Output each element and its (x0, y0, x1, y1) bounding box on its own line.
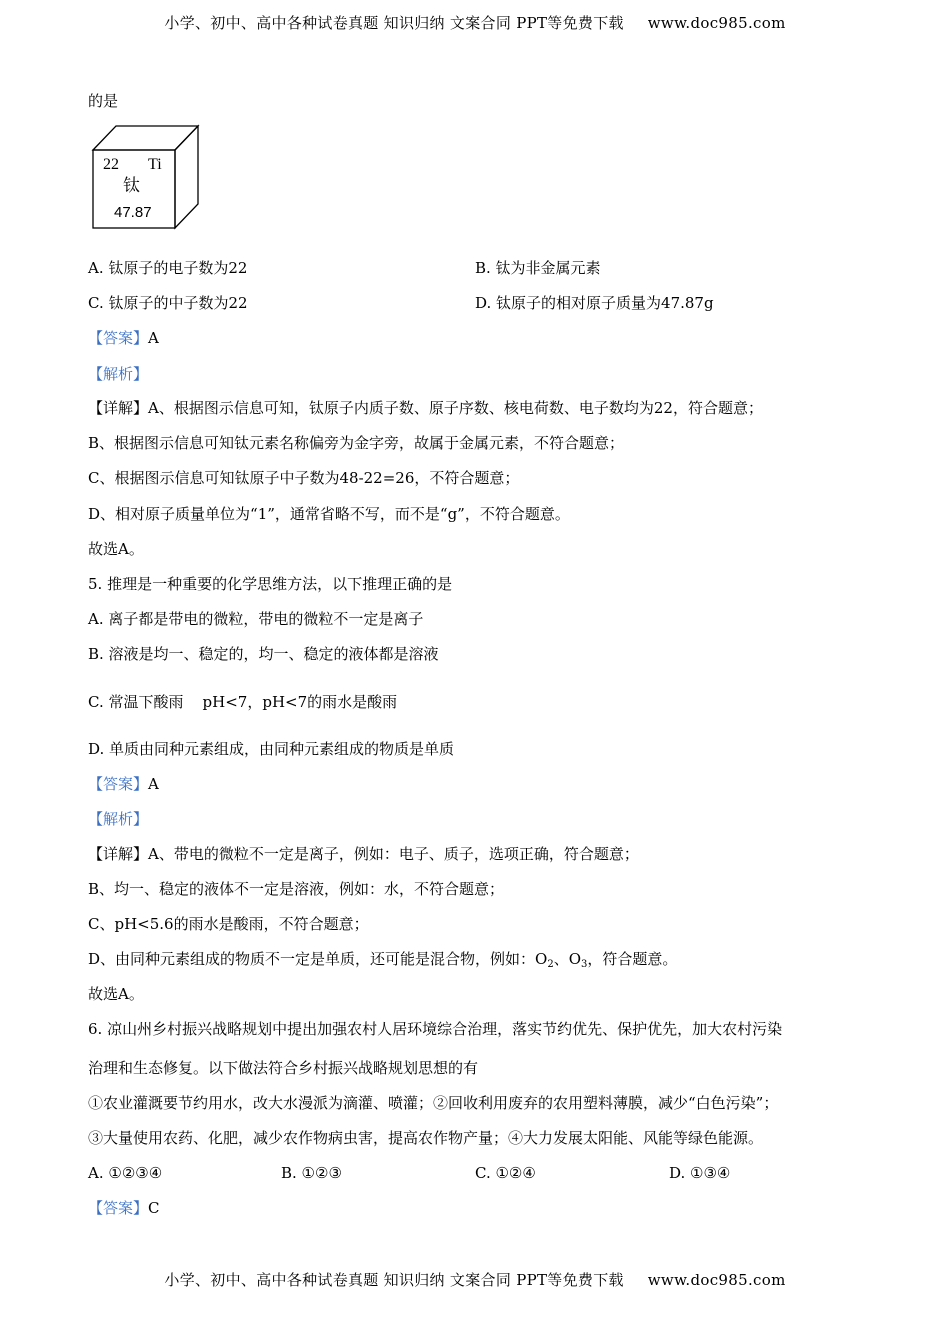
detail-tag: 【详解】 (88, 399, 149, 417)
q6-option-d: D. ①③④ (669, 1164, 731, 1182)
answer-value: A (148, 775, 159, 793)
q6-answer (88, 1198, 160, 1218)
detail-d-pre: D、由同种元素组成的物质不一定是单质，还可能是混合物，例如：O (88, 950, 548, 968)
answer-tag: 【答案】 (88, 329, 149, 347)
detail-a-text: A、根据图示信息可知，钛原子内质子数、原子序数、核电荷数、电子数均为22，符合题意； (148, 399, 763, 417)
detail-d-post: ，符合题意。 (587, 950, 678, 968)
subscript: 2 (547, 959, 554, 970)
subscript: 3 (581, 959, 588, 970)
q4-detail-b: B、根据图示信息可知钛元素名称偏旁为金字旁，故属于金属元素，不符合题意； (88, 434, 625, 452)
q4-stem-tail: 的是 (88, 92, 119, 110)
detail-tag: 【详解】 (88, 845, 149, 863)
answer-value: A (148, 329, 159, 347)
q4-option-c: C. 钛原子的中子数为22 (88, 294, 248, 312)
page-header (0, 12, 950, 33)
element-number: 22 (103, 156, 119, 173)
q5-option-b: B. 溶液是均一、稳定的，均一、稳定的液体都是溶液 (88, 645, 439, 663)
answer-tag: 【答案】 (88, 775, 149, 793)
q5-detail-b: B、均一、稳定的液体不一定是溶液，例如：水，不符合题意； (88, 880, 505, 898)
q5-option-a: A. 离子都是带电的微粒，带电的微粒不一定是离子 (88, 610, 424, 628)
footer-text: 小学、初中、高中各种试卷真题 知识归纳 文案合同 PPT等免费下载 (164, 1271, 624, 1289)
q5-conclusion: 故选A。 (88, 985, 144, 1003)
q5-analysis-tag: 【解析】 (88, 810, 149, 828)
detail-a-text: A、带电的微粒不一定是离子，例如：电子、质子，选项正确，符合题意； (148, 845, 639, 863)
q4-option-a: A. 钛原子的电子数为22 (88, 259, 248, 277)
q6-option-b: B. ①②③ (281, 1164, 342, 1182)
detail-d-mid: 、O (553, 950, 582, 968)
q5-option-c: C. 常温下酸雨 pH<7，pH<7的雨水是酸雨 (88, 693, 398, 711)
titanium-element-card (90, 124, 202, 230)
q6-option-a: A. ①②③④ (88, 1164, 163, 1182)
q5-detail-c: C、pH<5.6的雨水是酸雨，不符合题意； (88, 915, 369, 933)
q5-answer (88, 774, 159, 794)
element-mass: 47.87 (114, 204, 152, 221)
q4-detail-a (88, 398, 763, 418)
element-symbol: Ti (148, 156, 162, 173)
q6-stem-line1: 6. 凉山州乡村振兴战略规划中提出加强农村人居环境综合治理，落实节约优先、保护优先，加大农村污染 (88, 1020, 783, 1038)
q4-analysis-tag: 【解析】 (88, 365, 149, 383)
q4-option-d: D. 钛原子的相对原子质量为47.87g (475, 294, 714, 312)
q6-items-line2: ③大量使用农药、化肥，减少农作物病虫害，提高农作物产量；④大力发展太阳能、风能等绿色能源。 (88, 1129, 764, 1147)
q5-option-d: D. 单质由同种元素组成，由同种元素组成的物质是单质 (88, 740, 455, 758)
q5-detail-d (88, 949, 677, 969)
page-footer (0, 1269, 950, 1290)
header-text: 小学、初中、高中各种试卷真题 知识归纳 文案合同 PPT等免费下载 (164, 14, 624, 32)
element-name: 钛 (123, 176, 140, 196)
answer-value: C (148, 1199, 160, 1217)
q5-detail-a (88, 844, 639, 864)
answer-tag: 【答案】 (88, 1199, 149, 1217)
header-url[interactable]: www.doc985.com (647, 14, 786, 32)
q6-option-c: C. ①②④ (475, 1164, 536, 1182)
element-card-cube (90, 124, 202, 230)
q4-conclusion: 故选A。 (88, 540, 144, 558)
q5-stem: 5. 推理是一种重要的化学思维方法，以下推理正确的是 (88, 575, 453, 593)
q4-detail-d: D、相对原子质量单位为“1”，通常省略不写，而不是“g”，不符合题意。 (88, 505, 570, 523)
q6-stem-line2: 治理和生态修复。以下做法符合乡村振兴战略规划思想的有 (88, 1059, 479, 1077)
q4-answer (88, 328, 159, 348)
q4-detail-c: C、根据图示信息可知钛原子中子数为48-22=26，不符合题意； (88, 469, 520, 487)
q4-option-b: B. 钛为非金属元素 (475, 259, 601, 277)
q6-items-line1: ①农业灌溉要节约用水，改大水漫派为滴灌、喷灌；②回收利用废弃的农用塑料薄膜，减少“白色污染”； (88, 1094, 779, 1112)
footer-url[interactable]: www.doc985.com (647, 1271, 786, 1289)
